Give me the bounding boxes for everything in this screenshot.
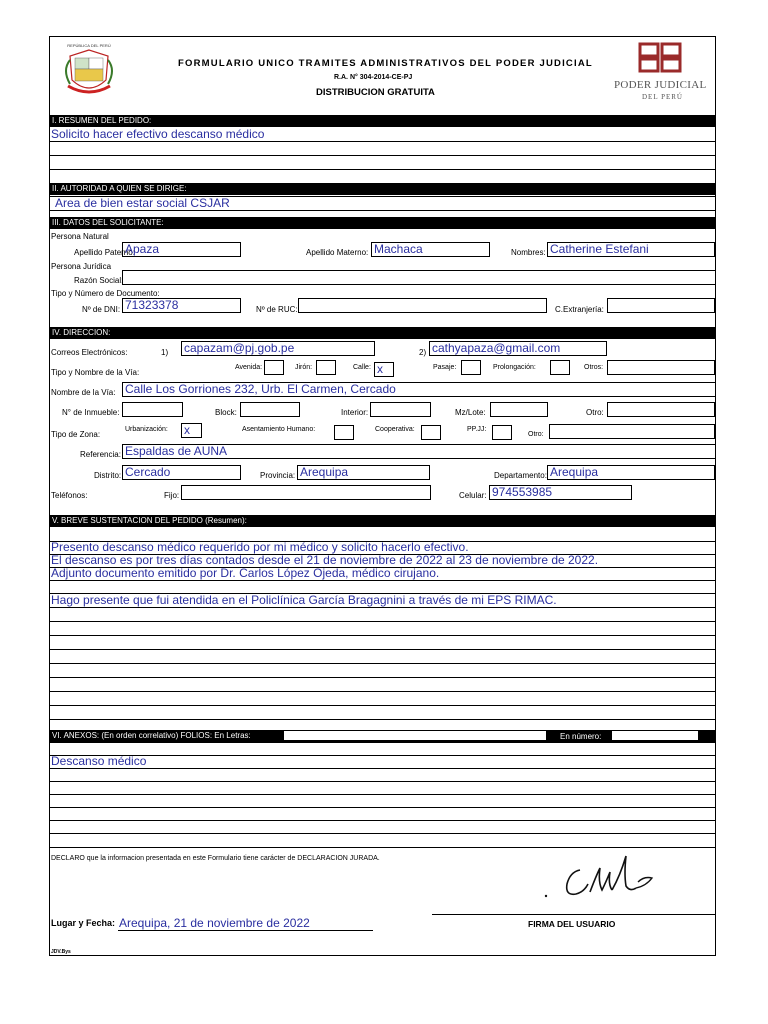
pasaje-checkbox[interactable] — [461, 360, 481, 375]
inmueble-label: N° de Inmueble: — [62, 408, 120, 417]
apellido-materno-field[interactable]: Machaca — [371, 242, 490, 257]
ruc-field[interactable] — [298, 298, 547, 313]
cextranjeria-label: C.Extranjería: — [555, 305, 604, 314]
sustentacion-line-1: Presento descanso médico requerido por mi médico y solicito hacerlo efectivo. — [51, 540, 469, 554]
block-label: Block: — [215, 408, 237, 417]
firma-label: FIRMA DEL USUARIO — [528, 919, 616, 929]
urbanizacion-checkbox[interactable]: x — [181, 423, 202, 438]
apellido-materno-label: Apellido Materno: — [306, 248, 369, 257]
otros-field[interactable] — [607, 360, 715, 375]
celular-field[interactable]: 974553985 — [489, 485, 632, 500]
departamento-field[interactable]: Arequipa — [547, 465, 715, 480]
cooperativa-checkbox[interactable] — [421, 425, 441, 440]
form-code: JDV.Bys — [51, 949, 71, 955]
section-5-heading: V. BREVE SUSTENTACION DEL PEDIDO (Resumen): — [49, 515, 716, 527]
ruc-label: Nº de RUC: — [256, 305, 298, 314]
block-field[interactable] — [240, 402, 300, 417]
lugar-fecha-underline — [118, 930, 373, 931]
calle-label: Calle: — [353, 364, 371, 371]
calle-checkbox[interactable]: x — [374, 362, 394, 377]
correo-2-number: 2) — [419, 348, 427, 357]
nombre-via-field[interactable]: Calle Los Gorriones 232, Urb. El Carmen, Cercado — [122, 382, 716, 397]
asentamiento-checkbox[interactable] — [334, 425, 354, 440]
referencia-field[interactable]: Espaldas de AUNA — [122, 444, 716, 459]
tipo-zona-label: Tipo de Zona: — [51, 430, 101, 439]
cooperativa-label: Cooperativa: — [375, 426, 415, 433]
authority-field[interactable]: Area de bien estar social CSJAR — [49, 196, 716, 211]
pasaje-label: Pasaje: — [433, 364, 457, 371]
fijo-field[interactable] — [181, 485, 431, 500]
provincia-field[interactable]: Arequipa — [297, 465, 430, 480]
sustentacion-line-3: Adjunto documento emitido por Dr. Carlos López Ojeda, médico cirujano. — [51, 566, 440, 580]
departamento-label: Departamento: — [494, 471, 547, 480]
razon-social-field[interactable] — [122, 270, 716, 285]
tipo-via-label: Tipo y Nombre de la Vía: — [51, 368, 140, 377]
otros-label: Otros: — [584, 364, 604, 371]
section-1-value: Solicito hacer efectivo descanso médico — [51, 127, 265, 141]
asentamiento-label: Asentamiento Humano: — [242, 426, 316, 433]
apellido-paterno-field[interactable]: Apaza — [122, 242, 241, 257]
mzlote-label: Mz/Lote: — [455, 408, 486, 417]
dni-label: Nº de DNI: — [82, 305, 121, 314]
fijo-label: Fijo: — [164, 491, 180, 500]
prolongacion-checkbox[interactable] — [550, 360, 570, 375]
correos-label: Correos Electrónicos: — [51, 348, 128, 357]
apellido-paterno-label: Apellido Paterno: — [74, 248, 135, 257]
lugar-fecha-value[interactable]: Arequipa, 21 de noviembre de 2022 — [119, 916, 310, 930]
interior-field[interactable] — [370, 402, 431, 417]
jiron-label: Jirón: — [295, 364, 313, 371]
nombres-label: Nombres: — [511, 248, 546, 257]
jiron-checkbox[interactable] — [316, 360, 336, 375]
anexos-value: Descanso médico — [51, 754, 147, 768]
persona-juridica-label: Persona Jurídica — [51, 262, 112, 271]
cextranjeria-field[interactable] — [607, 298, 715, 313]
ppjj-checkbox[interactable] — [492, 425, 512, 440]
urbanizacion-label: Urbanización: — [125, 426, 168, 433]
nombre-via-label: Nombre de la Vía: — [51, 388, 116, 397]
del-peru-text: DEL PERÚ — [642, 93, 683, 101]
tipo-documento-label: Tipo y Número de Documento: — [51, 289, 160, 298]
ra-number: R.A. N° 304-2014-CE-PJ — [334, 74, 413, 81]
interior-label: Interior: — [341, 408, 369, 417]
persona-natural-label: Persona Natural — [51, 232, 109, 241]
mzlote-field[interactable] — [490, 402, 548, 417]
section-3-heading: III. DATOS DEL SOLICITANTE: — [49, 217, 716, 229]
celular-label: Celular: — [459, 491, 487, 500]
signature — [540, 848, 660, 908]
peru-seal-logo — [58, 40, 120, 102]
otro-label: Otro: — [586, 408, 604, 417]
distrito-field[interactable]: Cercado — [122, 465, 241, 480]
prolongacion-label: Prolongación: — [493, 364, 536, 371]
correo-2-field[interactable]: cathyapaza@gmail.com — [429, 341, 607, 356]
form-title: FORMULARIO UNICO TRAMITES ADMINISTRATIVOS DEL PODER JUDICIAL — [178, 58, 593, 69]
declaracion-text: DECLARO que la informacion presentada en este Formulario tiene carácter de DECLARACION JURADA. — [51, 855, 380, 862]
nombres-field[interactable]: Catherine Estefani — [547, 242, 715, 257]
correo-1-number: 1) — [161, 348, 169, 357]
en-numero-field[interactable] — [611, 730, 699, 741]
sustentacion-line-4: Hago presente que fui atendida en el Policlínica García Bragagnini a través de mi EPS RIMAC. — [51, 593, 557, 607]
ppjj-label: PP.JJ: — [467, 426, 487, 433]
poder-judicial-logo — [636, 42, 686, 74]
inmueble-field[interactable] — [122, 402, 183, 417]
distribution-label: DISTRIBUCION GRATUITA — [316, 87, 435, 98]
lugar-fecha-label: Lugar y Fecha: — [51, 918, 116, 928]
distrito-label: Distrito: — [94, 471, 122, 480]
otro-2-label: Otro: — [528, 431, 544, 438]
correo-1-field[interactable]: capazam@pj.gob.pe — [181, 341, 375, 356]
poder-judicial-text: PODER JUDICIAL — [614, 79, 707, 91]
section-2-heading: II. AUTORIDAD A QUIEN SE DIRIGE: — [49, 183, 716, 195]
avenida-checkbox[interactable] — [264, 360, 284, 375]
dni-field[interactable]: 71323378 — [122, 298, 241, 313]
razon-social-label: Razón Social: — [74, 276, 124, 285]
section-4-heading: IV. DIRECCION: — [49, 327, 716, 339]
folios-letras-field[interactable] — [283, 730, 547, 741]
avenida-label: Avenida: — [235, 364, 263, 371]
sustentacion-line-2: El descanso es por tres días contados desde el 21 de noviembre de 2022 al 23 de noviembre de 2022. — [51, 553, 599, 567]
referencia-label: Referencia: — [80, 450, 121, 459]
section-6-heading: VI. ANEXOS: (En orden correlativo) FOLIOS: En Letras: — [49, 730, 716, 743]
section-1-heading: I. RESUMEN DEL PEDIDO: — [49, 115, 716, 127]
en-numero-label: En número: — [560, 732, 602, 741]
svg-text:REPÚBLICA DEL PERÚ: REPÚBLICA DEL PERÚ — [67, 43, 111, 48]
otro-2-field[interactable] — [549, 424, 715, 439]
provincia-label: Provincia: — [260, 471, 296, 480]
firma-line — [432, 914, 716, 915]
otro-field[interactable] — [607, 402, 715, 417]
telefonos-label: Teléfonos: — [51, 491, 88, 500]
